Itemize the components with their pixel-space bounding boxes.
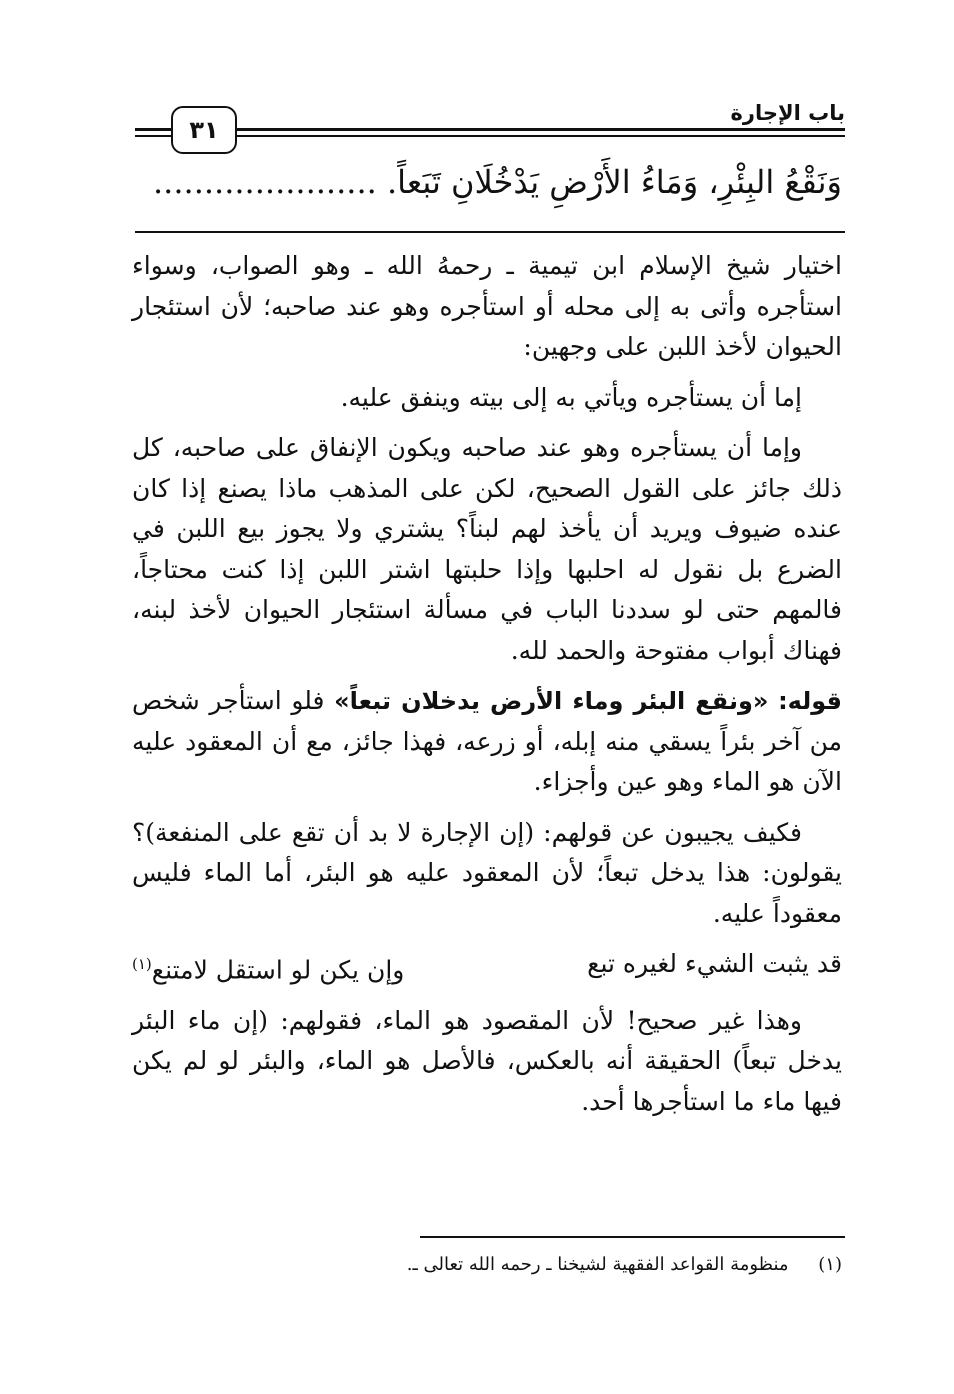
paragraph-4-text: فلو استأجر شخص من آخر بئراً يسقي منه إبله، أو زرعه، فهذا جائز، مع أن المعقود عليه الآن هو الماء وهو عين وأجزاء. [132,686,842,796]
header-rule [135,128,845,131]
paragraph-6: وهذا غير صحيح! لأن المقصود هو الماء، فقولهم: (إن ماء البئر يدخل تبعاً) الحقيقة أنه بالعكس، فالأصل هو الماء، والبئر لو لم يكن فيها ماء ما استأجرها أحد. [132,1005,842,1116]
paragraph-3: وإما أن يستأجره وهو عند صاحبه ويكون الإنفاق على صاحبه، كل ذلك جائز على القول الصحيح، لكن على المذهب ماذا يصنع إذا كان عنده ضيوف ويريد أن يأخذ لهم لبناً؟ يشتري ولا يجوز بيع اللبن في الضرع بل نقول له احلبها وإذا حلبتها اشتر اللبن إذا كنت محتاجاً، فالمهم حتى لو سددنا الباب في مسألة استئجار الحيوان لأخذ لبنه، فهناك أبواب مفتوحة والحمد لله. [132,433,842,665]
footnote-separator [420,1236,845,1238]
chapter-title: باب الإجارة [722,100,845,126]
matn-quote: «ونقع البئر وماء الأرض يدخلان تبعاً» [334,687,769,715]
footnote-number: (١) [818,1254,842,1275]
paragraph-4 [132,681,842,803]
matn-separator [135,231,845,233]
footnote-reference: (١) [132,955,152,973]
matn-text: وَنَقْعُ البِئْرِ، وَمَاءُ الأَرْضِ يَدْخُلَانِ تَبَعاً. [386,163,842,201]
page-header [135,100,845,150]
poem-second-hemistich [132,944,404,991]
poem-verse [132,944,842,991]
paragraph-2: إما أن يستأجره ويأتي به إلى بيته وينفق عليه. [340,382,802,412]
paragraph-5: فكيف يجيبون عن قولهم: (إن الإجارة لا بد أن تقع على المنفعة)؟ يقولون: هذا يدخل تبعاً؛ لأن المعقود عليه هو البئر، أما الماء فليس معقوداً عليه. [132,817,842,928]
poem-first-hemistich: قد يثبت الشيء لغيره تبع [587,949,842,978]
commentary-body [132,246,842,1132]
matn-dots: ...................... [153,163,377,201]
quote-label: قوله: [778,687,842,715]
page-number: ٣١ [171,106,237,154]
paragraph-1: اختيار شيخ الإسلام ابن تيمية ـ رحمهُ الله ـ وهو الصواب، وسواء استأجره وأتى به إلى محله أو استأجره وهو عند صاحبه؛ لأن استئجار الحيوان لأخذ اللبن على وجهين: [132,251,842,361]
footnote-text: منظومة القواعد الفقهية لشيخنا ـ رحمه الله تعالى ـ. [406,1254,789,1275]
poem-second-text: وإن يكن لو استقل لامتنع [151,955,405,985]
footnote [132,1250,842,1280]
matn-line [130,152,842,212]
header-rule-thin [135,135,845,137]
